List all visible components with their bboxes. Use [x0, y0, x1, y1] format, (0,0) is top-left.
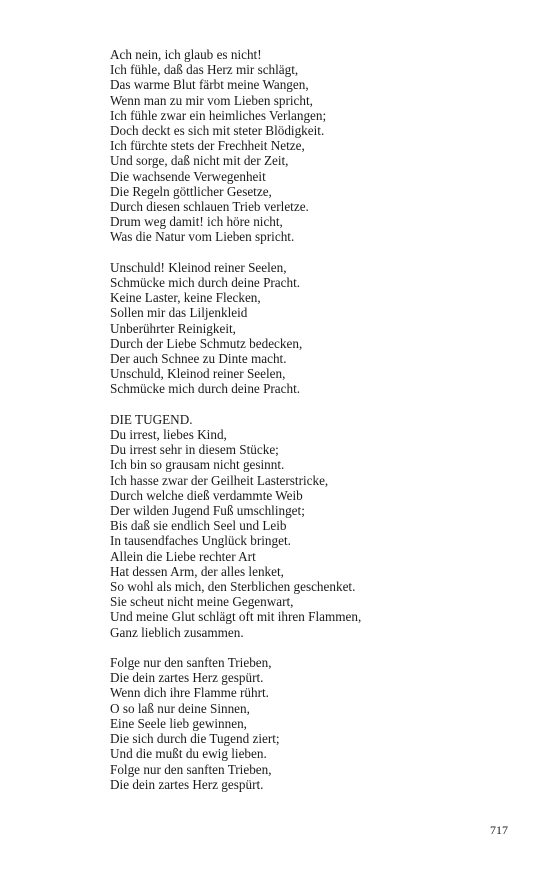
verse-line: Und sorge, daß nicht mit der Zeit, [110, 153, 289, 169]
verse-line: Bis daß sie endlich Seel und Leib [110, 518, 287, 534]
verse-line: Ach nein, ich glaub es nicht! [110, 47, 262, 62]
verse-line: O so laß nur deine Sinnen, [110, 700, 250, 716]
stanza [110, 47, 510, 245]
verse-line: Durch diesen schlauen Trieb verletze. [110, 199, 309, 215]
verse-line: Schmücke mich durch deine Pracht. [110, 381, 301, 397]
stanza [110, 655, 510, 792]
verse-line: Allein die Liebe rechter Art [110, 548, 256, 564]
verse-line: So wohl als mich, den Sterblichen geschenket. [110, 579, 356, 595]
verse-line: Die Regeln göttlicher Gesetze, [110, 183, 272, 199]
verse-line: Folge nur den sanften Trieben, [110, 761, 272, 777]
verse-line: Keine Laster, keine Flecken, [110, 290, 261, 306]
verse-line: Hat dessen Arm, der alles lenket, [110, 563, 284, 579]
verse-line: Ich fürchte stets der Frechheit Netze, [110, 138, 305, 154]
verse-line: Durch der Liebe Schmutz bedecken, [110, 335, 303, 351]
verse-line: Ich bin so grausam nicht gesinnt. [110, 457, 285, 473]
verse-line: Ich fühle, daß das Herz mir schlägt, [110, 62, 299, 78]
verse-line: Schmücke mich durch deine Pracht. [110, 275, 301, 291]
verse-line: Du irrest sehr in diesem Stücke; [110, 442, 279, 458]
verse-line: Die wachsende Verwegenheit [110, 168, 266, 184]
verse-line: Unschuld, Kleinod reiner Seelen, [110, 366, 286, 382]
verse-line: In tausendfaches Unglück bringet. [110, 533, 291, 549]
verse-line: Doch deckt es sich mit steter Blödigkeit. [110, 123, 325, 139]
verse-line: Der wilden Jugend Fuß umschlinget; [110, 503, 305, 519]
verse-line: Durch welche dieß verdammte Weib [110, 487, 303, 503]
verse-line: Ich hasse zwar der Geilheit Lasterstricke, [110, 472, 329, 488]
verse-line: Folge nur den sanften Trieben, [110, 655, 272, 671]
poem-text [110, 47, 510, 807]
verse-line: Wenn dich ihre Flamme rührt. [110, 685, 269, 701]
verse-line: Was die Natur vom Lieben spricht. [110, 229, 295, 245]
verse-line: Und die mußt du ewig lieben. [110, 746, 267, 762]
verse-line: Unberührter Reinigkeit, [110, 320, 236, 336]
verse-line: Drum weg damit! ich höre nicht, [110, 214, 283, 230]
verse-line: Die sich durch die Tugend ziert; [110, 731, 280, 747]
verse-line: Die dein zartes Herz gespürt. [110, 776, 264, 792]
verse-line: Ich fühle zwar ein heimliches Verlangen; [110, 107, 327, 123]
verse-line: Ganz lieblich zusammen. [110, 624, 244, 640]
verse-line: Der auch Schnee zu Dinte macht. [110, 351, 287, 367]
verse-line: DIE TUGEND. [110, 411, 193, 427]
verse-line: Das warme Blut färbt meine Wangen, [110, 77, 309, 93]
verse-line: Unschuld! Kleinod reiner Seelen, [110, 259, 287, 275]
verse-line: Sie scheut nicht meine Gegenwart, [110, 594, 294, 610]
verse-line: Die dein zartes Herz gespürt. [110, 670, 264, 686]
verse-line: Eine Seele lieb gewinnen, [110, 715, 247, 731]
verse-line: Sollen mir das Liljenkleid [110, 305, 248, 321]
verse-line: Und meine Glut schlägt oft mit ihren Flammen, [110, 609, 362, 625]
verse-line: Wenn man zu mir vom Lieben spricht, [110, 92, 313, 108]
stanza [110, 260, 510, 397]
stanza [110, 412, 510, 640]
page-number: 717 [490, 823, 508, 837]
verse-line: Du irrest, liebes Kind, [110, 427, 227, 443]
